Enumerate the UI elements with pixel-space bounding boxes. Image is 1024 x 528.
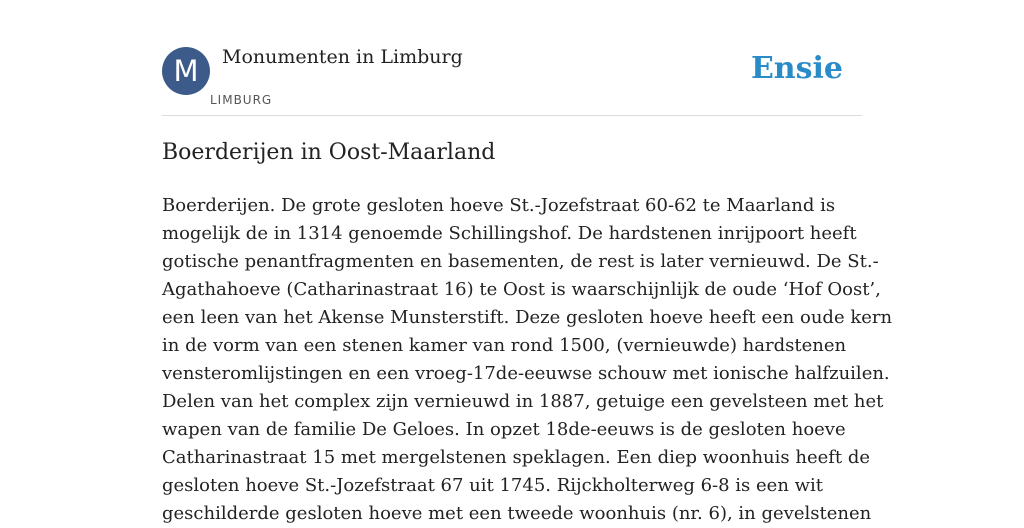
book-title-link[interactable]: Monumenten in Limburg — [222, 46, 463, 68]
body-line: Boerderijen. De grote gesloten hoeve St.-Jozefstraat 60-62 te Maarland is — [162, 195, 836, 216]
body-line: mogelijk de in 1314 genoemde Schillingshof. De hardstenen inrijpoort heeft — [162, 223, 857, 244]
body-line: wapen van de familie De Geloes. In opzet 18de-eeuws is de gesloten hoeve — [162, 419, 846, 440]
body-line: een leen van het Akense Munsterstift. Deze gesloten hoeve heeft een oude kern — [162, 307, 893, 328]
body-line: gesloten hoeve St.-Jozefstraat 67 uit 1745. Rijckholterweg 6-8 is een wit — [162, 475, 824, 496]
brand-logo[interactable]: Ensie — [750, 51, 843, 86]
body-line: Catharinastraat 15 met mergelstenen speklagen. Een diep woonhuis heeft de — [162, 447, 871, 468]
avatar[interactable]: M — [162, 47, 210, 95]
article-title: Boerderijen in Oost-Maarland — [162, 140, 496, 165]
category-label[interactable]: LIMBURG — [210, 93, 273, 107]
body-line: geschilderde gesloten hoeve met een tweede woonhuis (nr. 6), in gevelstenen — [162, 503, 872, 524]
body-line: vensteromlijstingen en een vroeg-17de-eeuwse schouw met ionische halfzuilen. — [162, 363, 890, 384]
divider — [162, 115, 862, 116]
body-line: Delen van het complex zijn vernieuwd in 1887, getuige een gevelsteen met het — [162, 391, 884, 412]
body-line: in de vorm van een stenen kamer van rond 1500, (vernieuwde) hardstenen — [162, 335, 847, 356]
article-body — [162, 192, 893, 528]
body-line: gotische penantfragmenten en basementen, de rest is later vernieuwd. De St.- — [162, 251, 879, 272]
body-line: Agathahoeve (Catharinastraat 16) te Oost is waarschijnlijk de oude ‘Hof Oost’, — [162, 279, 881, 300]
header — [162, 46, 862, 116]
